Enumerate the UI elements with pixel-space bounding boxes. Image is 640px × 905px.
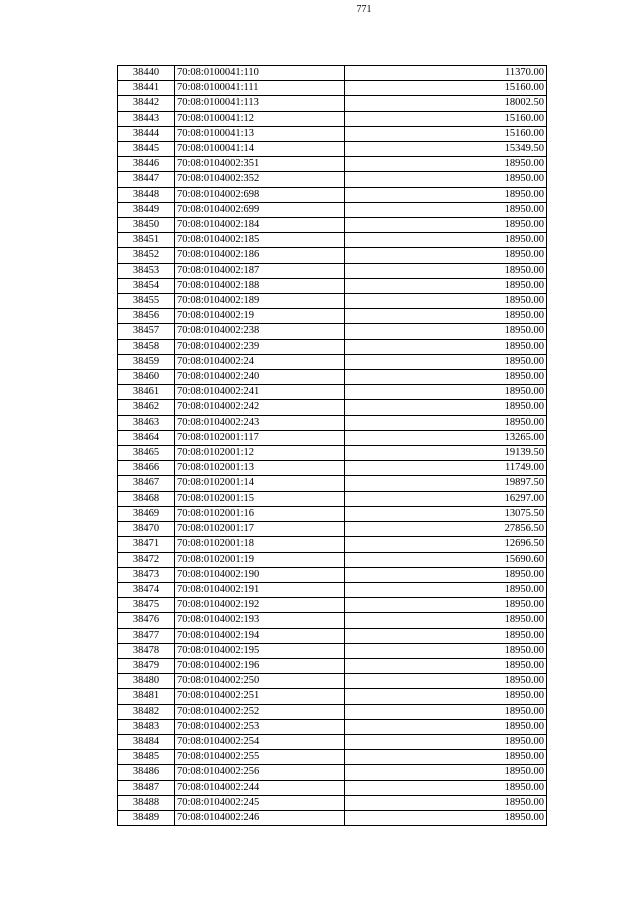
row-number-cell: 38483 — [118, 719, 175, 734]
value-cell: 18950.00 — [345, 810, 547, 825]
value-cell: 18950.00 — [345, 172, 547, 187]
cadastral-number-cell: 70:08:0104002:19 — [175, 309, 345, 324]
cadastral-number-cell: 70:08:0102001:15 — [175, 491, 345, 506]
value-cell: 18950.00 — [345, 324, 547, 339]
cadastral-number-cell: 70:08:0100041:113 — [175, 96, 345, 111]
table-row — [118, 658, 547, 673]
value-cell: 18950.00 — [345, 567, 547, 582]
table-row — [118, 309, 547, 324]
value-cell: 27856.50 — [345, 522, 547, 537]
cadastral-number-cell: 70:08:0104002:255 — [175, 750, 345, 765]
table-row — [118, 537, 547, 552]
table-row — [118, 415, 547, 430]
value-cell: 18950.00 — [345, 339, 547, 354]
row-number-cell: 38446 — [118, 157, 175, 172]
value-cell: 18950.00 — [345, 385, 547, 400]
cadastral-number-cell: 70:08:0102001:117 — [175, 430, 345, 445]
cadastral-number-cell: 70:08:0104002:184 — [175, 218, 345, 233]
value-cell: 18950.00 — [345, 248, 547, 263]
cadastral-number-cell: 70:08:0104002:191 — [175, 582, 345, 597]
table-row — [118, 522, 547, 537]
row-number-cell: 38473 — [118, 567, 175, 582]
table-row — [118, 628, 547, 643]
value-cell: 18950.00 — [345, 628, 547, 643]
row-number-cell: 38460 — [118, 370, 175, 385]
table-row — [118, 187, 547, 202]
table-row — [118, 765, 547, 780]
cadastral-number-cell: 70:08:0102001:13 — [175, 461, 345, 476]
value-cell: 18950.00 — [345, 795, 547, 810]
value-cell: 18950.00 — [345, 400, 547, 415]
row-number-cell: 38486 — [118, 765, 175, 780]
table-row — [118, 567, 547, 582]
row-number-cell: 38440 — [118, 66, 175, 81]
cadastral-number-cell: 70:08:0102001:12 — [175, 446, 345, 461]
cadastral-number-cell: 70:08:0104002:186 — [175, 248, 345, 263]
table-row — [118, 324, 547, 339]
row-number-cell: 38478 — [118, 643, 175, 658]
cadastral-number-cell: 70:08:0100041:110 — [175, 66, 345, 81]
row-number-cell: 38449 — [118, 202, 175, 217]
row-number-cell: 38471 — [118, 537, 175, 552]
value-cell: 18950.00 — [345, 598, 547, 613]
table-row — [118, 157, 547, 172]
table-row — [118, 506, 547, 521]
cadastral-number-cell: 70:08:0100041:14 — [175, 142, 345, 157]
cadastral-number-cell: 70:08:0100041:13 — [175, 126, 345, 141]
cadastral-number-cell: 70:08:0104002:185 — [175, 233, 345, 248]
cadastral-number-cell: 70:08:0104002:189 — [175, 294, 345, 309]
value-cell: 15160.00 — [345, 126, 547, 141]
cadastral-number-cell: 70:08:0102001:14 — [175, 476, 345, 491]
table-row — [118, 491, 547, 506]
page-number: 771 — [356, 4, 372, 15]
cadastral-number-cell: 70:08:0104002:188 — [175, 278, 345, 293]
table-row — [118, 613, 547, 628]
value-cell: 18950.00 — [345, 294, 547, 309]
table-row — [118, 66, 547, 81]
row-number-cell: 38463 — [118, 415, 175, 430]
cadastral-number-cell: 70:08:0104002:245 — [175, 795, 345, 810]
value-cell: 18950.00 — [345, 415, 547, 430]
table-row — [118, 582, 547, 597]
table-body — [118, 66, 547, 826]
row-number-cell: 38485 — [118, 750, 175, 765]
cadastral-number-cell: 70:08:0104002:192 — [175, 598, 345, 613]
row-number-cell: 38441 — [118, 81, 175, 96]
row-number-cell: 38458 — [118, 339, 175, 354]
cadastral-number-cell: 70:08:0104002:253 — [175, 719, 345, 734]
table-row — [118, 704, 547, 719]
row-number-cell: 38484 — [118, 734, 175, 749]
cadastral-number-cell: 70:08:0104002:244 — [175, 780, 345, 795]
row-number-cell: 38467 — [118, 476, 175, 491]
row-number-cell: 38465 — [118, 446, 175, 461]
cadastral-number-cell: 70:08:0104002:239 — [175, 339, 345, 354]
table-row — [118, 750, 547, 765]
cadastral-number-cell: 70:08:0102001:17 — [175, 522, 345, 537]
cadastral-number-cell: 70:08:0104002:250 — [175, 674, 345, 689]
row-number-cell: 38477 — [118, 628, 175, 643]
cadastral-number-cell: 70:08:0102001:18 — [175, 537, 345, 552]
cadastral-number-cell: 70:08:0104002:351 — [175, 157, 345, 172]
value-cell: 13265.00 — [345, 430, 547, 445]
table-row — [118, 674, 547, 689]
row-number-cell: 38444 — [118, 126, 175, 141]
row-number-cell: 38451 — [118, 233, 175, 248]
value-cell: 18950.00 — [345, 202, 547, 217]
row-number-cell: 38481 — [118, 689, 175, 704]
table-row — [118, 81, 547, 96]
cadastral-number-cell: 70:08:0104002:240 — [175, 370, 345, 385]
row-number-cell: 38469 — [118, 506, 175, 521]
cadastral-number-cell: 70:08:0104002:698 — [175, 187, 345, 202]
cadastral-number-cell: 70:08:0104002:252 — [175, 704, 345, 719]
row-number-cell: 38450 — [118, 218, 175, 233]
value-cell: 18950.00 — [345, 734, 547, 749]
cadastral-number-cell: 70:08:0104002:256 — [175, 765, 345, 780]
value-cell: 18950.00 — [345, 187, 547, 202]
cadastral-number-cell: 70:08:0102001:16 — [175, 506, 345, 521]
value-cell: 11370.00 — [345, 66, 547, 81]
table-row — [118, 278, 547, 293]
row-number-cell: 38456 — [118, 309, 175, 324]
value-cell: 18950.00 — [345, 689, 547, 704]
cadastral-number-cell: 70:08:0104002:190 — [175, 567, 345, 582]
row-number-cell: 38466 — [118, 461, 175, 476]
row-number-cell: 38461 — [118, 385, 175, 400]
row-number-cell: 38462 — [118, 400, 175, 415]
table-row — [118, 810, 547, 825]
table-row — [118, 142, 547, 157]
row-number-cell: 38447 — [118, 172, 175, 187]
value-cell: 18950.00 — [345, 658, 547, 673]
table-row — [118, 248, 547, 263]
table-row — [118, 689, 547, 704]
row-number-cell: 38475 — [118, 598, 175, 613]
row-number-cell: 38474 — [118, 582, 175, 597]
value-cell: 19139.50 — [345, 446, 547, 461]
value-cell: 18950.00 — [345, 354, 547, 369]
row-number-cell: 38455 — [118, 294, 175, 309]
value-cell: 18950.00 — [345, 157, 547, 172]
value-cell: 18950.00 — [345, 643, 547, 658]
table-row — [118, 461, 547, 476]
table-row — [118, 354, 547, 369]
cadastral-number-cell: 70:08:0104002:196 — [175, 658, 345, 673]
row-number-cell: 38452 — [118, 248, 175, 263]
cadastral-number-cell: 70:08:0104002:352 — [175, 172, 345, 187]
cadastral-number-cell: 70:08:0100041:111 — [175, 81, 345, 96]
row-number-cell: 38454 — [118, 278, 175, 293]
row-number-cell: 38459 — [118, 354, 175, 369]
value-cell: 18950.00 — [345, 674, 547, 689]
row-number-cell: 38488 — [118, 795, 175, 810]
cadastral-number-cell: 70:08:0100041:12 — [175, 111, 345, 126]
value-cell: 18950.00 — [345, 263, 547, 278]
value-cell: 18950.00 — [345, 278, 547, 293]
cadastral-number-cell: 70:08:0102001:19 — [175, 552, 345, 567]
row-number-cell: 38480 — [118, 674, 175, 689]
row-number-cell: 38479 — [118, 658, 175, 673]
value-cell: 18950.00 — [345, 780, 547, 795]
value-cell: 19897.50 — [345, 476, 547, 491]
table-row — [118, 780, 547, 795]
row-number-cell: 38472 — [118, 552, 175, 567]
table-row — [118, 719, 547, 734]
registry-table — [117, 65, 547, 826]
table-row — [118, 172, 547, 187]
value-cell: 18950.00 — [345, 233, 547, 248]
table-row — [118, 96, 547, 111]
cadastral-number-cell: 70:08:0104002:24 — [175, 354, 345, 369]
table-row — [118, 126, 547, 141]
cadastral-number-cell: 70:08:0104002:238 — [175, 324, 345, 339]
row-number-cell: 38476 — [118, 613, 175, 628]
table-row — [118, 476, 547, 491]
table-row — [118, 385, 547, 400]
cadastral-number-cell: 70:08:0104002:699 — [175, 202, 345, 217]
cadastral-number-cell: 70:08:0104002:241 — [175, 385, 345, 400]
cadastral-number-cell: 70:08:0104002:193 — [175, 613, 345, 628]
value-cell: 18950.00 — [345, 218, 547, 233]
row-number-cell: 38443 — [118, 111, 175, 126]
row-number-cell: 38468 — [118, 491, 175, 506]
table-row — [118, 370, 547, 385]
row-number-cell: 38453 — [118, 263, 175, 278]
cadastral-number-cell: 70:08:0104002:187 — [175, 263, 345, 278]
cadastral-number-cell: 70:08:0104002:246 — [175, 810, 345, 825]
table-row — [118, 400, 547, 415]
value-cell: 18950.00 — [345, 370, 547, 385]
value-cell: 18950.00 — [345, 613, 547, 628]
value-cell: 13075.50 — [345, 506, 547, 521]
row-number-cell: 38487 — [118, 780, 175, 795]
cadastral-number-cell: 70:08:0104002:254 — [175, 734, 345, 749]
table-row — [118, 430, 547, 445]
row-number-cell: 38445 — [118, 142, 175, 157]
row-number-cell: 38464 — [118, 430, 175, 445]
table-row — [118, 339, 547, 354]
row-number-cell: 38457 — [118, 324, 175, 339]
value-cell: 15160.00 — [345, 111, 547, 126]
row-number-cell: 38489 — [118, 810, 175, 825]
table-row — [118, 598, 547, 613]
table-row — [118, 111, 547, 126]
cadastral-number-cell: 70:08:0104002:194 — [175, 628, 345, 643]
cadastral-number-cell: 70:08:0104002:243 — [175, 415, 345, 430]
table-row — [118, 552, 547, 567]
value-cell: 18950.00 — [345, 750, 547, 765]
cadastral-number-cell: 70:08:0104002:242 — [175, 400, 345, 415]
value-cell: 18950.00 — [345, 704, 547, 719]
value-cell: 15349.50 — [345, 142, 547, 157]
value-cell: 15160.00 — [345, 81, 547, 96]
value-cell: 12696.50 — [345, 537, 547, 552]
value-cell: 15690.60 — [345, 552, 547, 567]
table-row — [118, 446, 547, 461]
table-row — [118, 643, 547, 658]
row-number-cell: 38442 — [118, 96, 175, 111]
table-row — [118, 294, 547, 309]
value-cell: 11749.00 — [345, 461, 547, 476]
value-cell: 18002.50 — [345, 96, 547, 111]
cadastral-number-cell: 70:08:0104002:195 — [175, 643, 345, 658]
table-row — [118, 263, 547, 278]
row-number-cell: 38482 — [118, 704, 175, 719]
table-row — [118, 233, 547, 248]
table-row — [118, 202, 547, 217]
value-cell: 18950.00 — [345, 582, 547, 597]
row-number-cell: 38470 — [118, 522, 175, 537]
table-row — [118, 734, 547, 749]
cadastral-number-cell: 70:08:0104002:251 — [175, 689, 345, 704]
value-cell: 16297.00 — [345, 491, 547, 506]
value-cell: 18950.00 — [345, 309, 547, 324]
table-row — [118, 795, 547, 810]
value-cell: 18950.00 — [345, 765, 547, 780]
value-cell: 18950.00 — [345, 719, 547, 734]
table-row — [118, 218, 547, 233]
row-number-cell: 38448 — [118, 187, 175, 202]
